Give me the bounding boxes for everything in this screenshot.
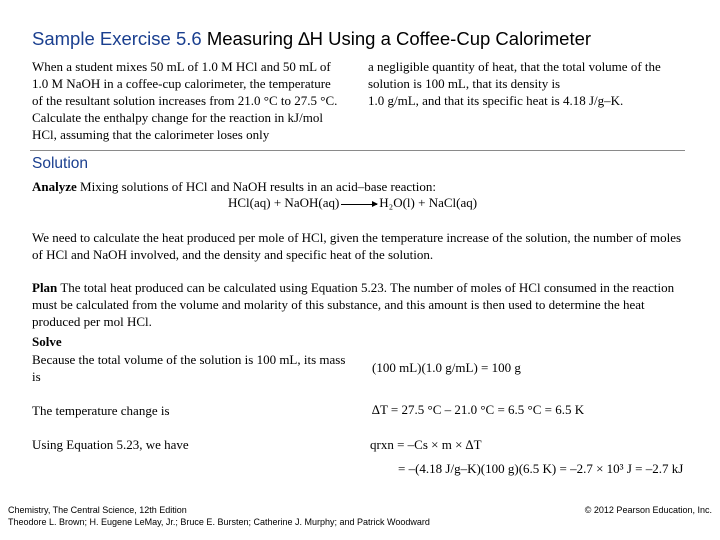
- step3-equation-2: = –(4.18 J/g–K)(100 g)(6.5 K) = –2.7 × 10³ J = –2.7 kJ: [398, 461, 684, 476]
- step1-equation: (100 mL)(1.0 g/mL) = 100 g: [372, 360, 521, 375]
- reaction-arrow-icon: [341, 204, 377, 205]
- need-paragraph: We need to calculate the heat produced per mole of HCl, given the temperature increase of the solution, the number of moles of HCl and NaOH involved, and the density and specific heat of the solution.: [32, 230, 682, 262]
- footer-authors: Theodore L. Brown; H. Eugene LeMay, Jr.; Bruce E. Bursten; Catherine J. Murphy; and Patrick Woodward: [8, 517, 430, 527]
- reaction-reactants: HCl(aq) + NaOH(aq): [228, 195, 340, 210]
- divider: [30, 150, 685, 151]
- plan-text: The total heat produced can be calculated using Equation 5.23. The number of moles of HCl consumed in the reaction must be calculated from the volume and molarity of this substance, and this amount is then used to determine the heat produced per mol HCl.: [32, 280, 675, 329]
- solve-label: Solve: [32, 334, 62, 349]
- step3-equation-1: qrxn = –Cs × m × ∆T: [370, 437, 482, 452]
- problem-text-right: a negligible quantity of heat, that the total volume of the solution is 100 mL, that its density is 1.0 g/mL, and that its specific heat is 4.18 J/g–K.: [368, 59, 661, 108]
- exercise-title: Measuring ∆H Using a Coffee-Cup Calorimeter: [206, 28, 592, 49]
- step2-equation: ∆T = 27.5 °C – 21.0 °C = 6.5 °C = 6.5 K: [372, 402, 585, 417]
- reaction-equation: [228, 195, 477, 211]
- analyze-text: Mixing solutions of HCl and NaOH results in an acid–base reaction:: [80, 179, 437, 194]
- reaction-products: H₂O(l) + NaCl(aq): [379, 195, 478, 210]
- step3-text: Using Equation 5.23, we have: [32, 437, 189, 452]
- footer-book: Chemistry, The Central Science, 12th Edition: [8, 505, 187, 515]
- analyze-label: Analyze: [32, 179, 77, 194]
- footer-copyright: © 2012 Pearson Education, Inc.: [584, 505, 712, 515]
- problem-text-left: When a student mixes 50 mL of 1.0 M HCl and 50 mL of 1.0 M NaOH in a coffee-cup calorimeter, the temperature of the resultant solution increases from 21.0 °C to 27.5 °C. Calculate the enthalpy change for the reaction in kJ/mol HCl, assuming that the calorimeter loses only: [32, 59, 338, 142]
- plan-paragraph: [32, 279, 694, 330]
- solution-heading: Solution: [32, 155, 89, 172]
- step2-text: The temperature change is: [32, 403, 170, 418]
- plan-label: Plan: [32, 280, 58, 295]
- analyze-paragraph: [32, 178, 692, 195]
- exercise-label: Sample Exercise 5.6: [32, 28, 202, 49]
- page-title: [32, 28, 591, 50]
- step1-text: Because the total volume of the solution is 100 mL, its mass is: [32, 352, 346, 384]
